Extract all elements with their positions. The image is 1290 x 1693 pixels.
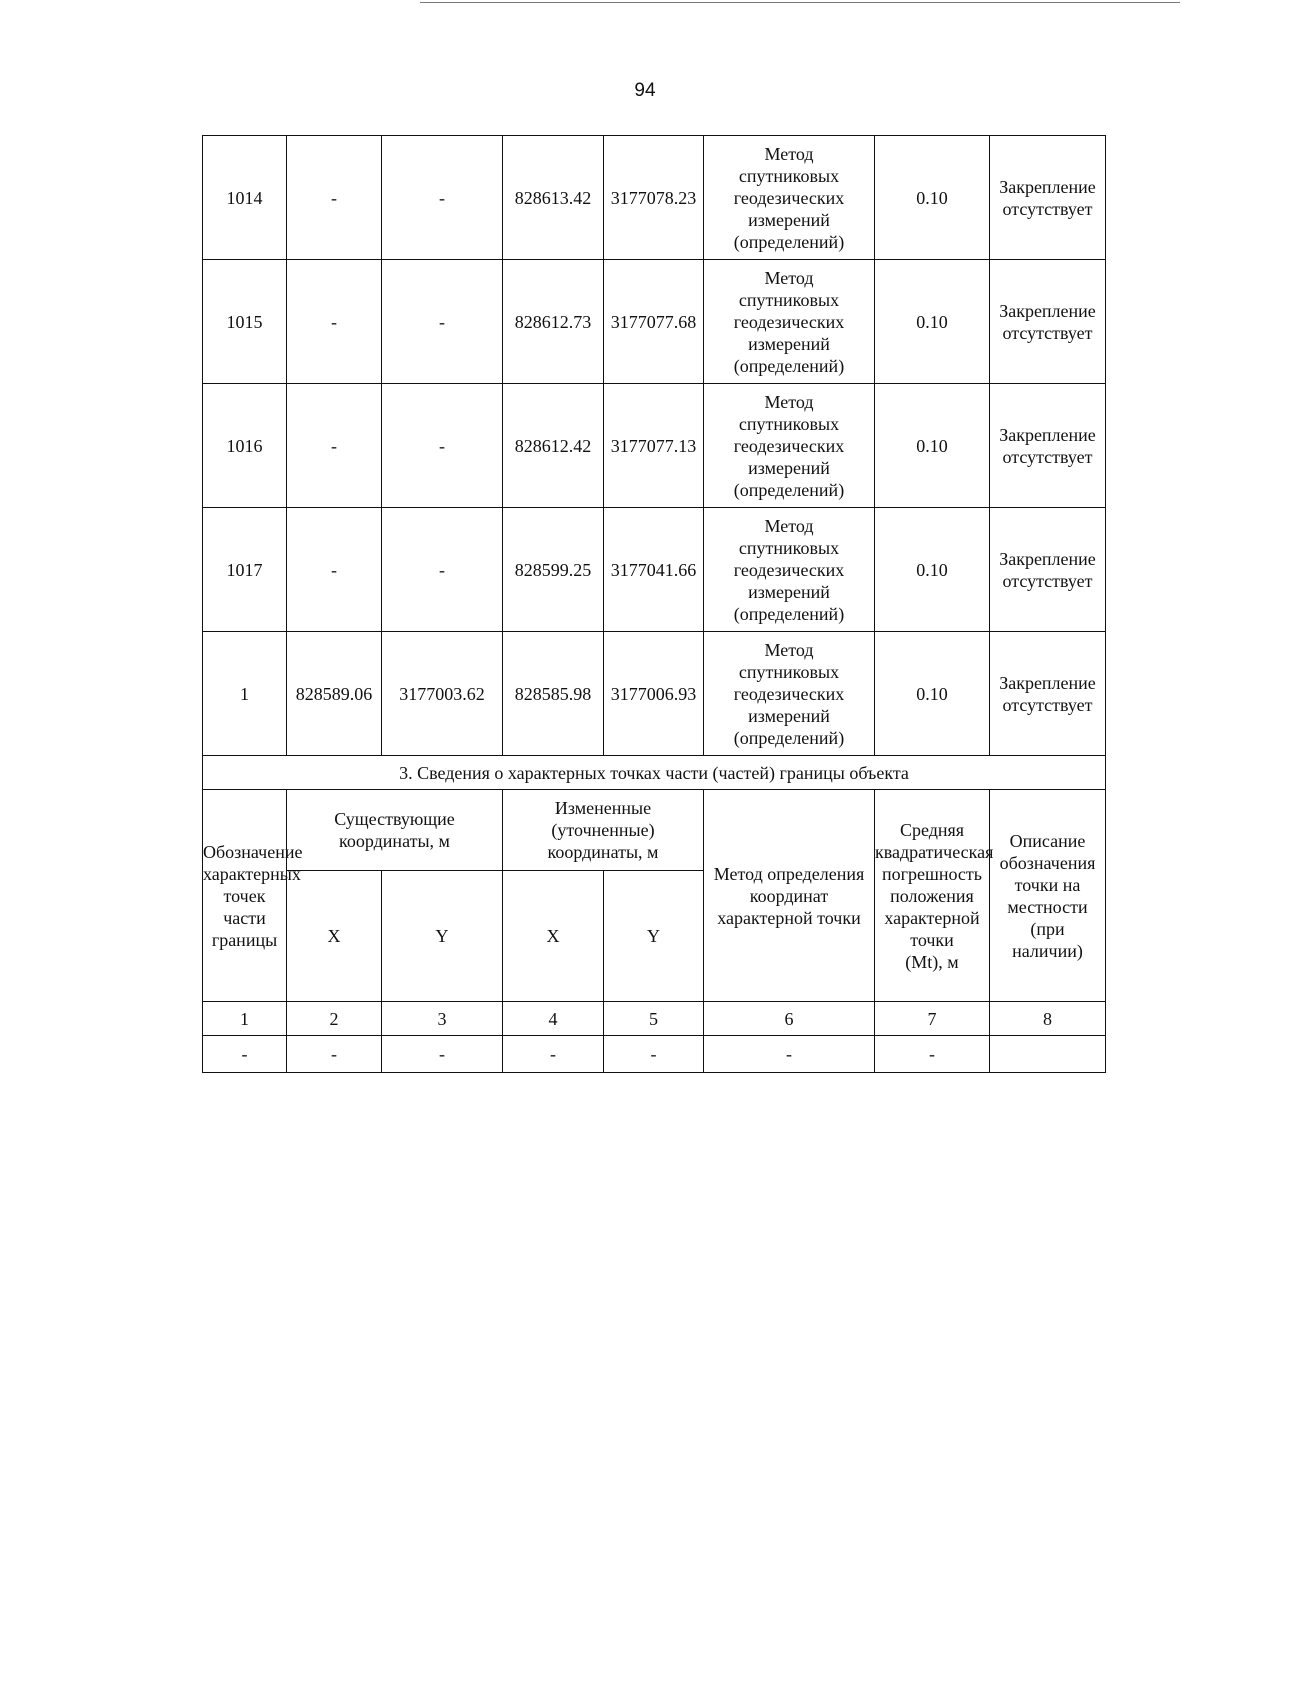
existing-x: -	[287, 260, 382, 384]
empty-cell: -	[503, 1036, 604, 1073]
method-cell: Метод спутниковых геодезических измерений (определений)	[704, 508, 875, 632]
top-rule	[420, 2, 1180, 3]
point-id: 1014	[203, 136, 287, 260]
column-numbers-row	[203, 1002, 1106, 1036]
fixing-cell: Закрепление отсутствует	[990, 136, 1106, 260]
mt-value: 0.10	[875, 632, 990, 756]
changed-x: 828613.42	[503, 136, 604, 260]
method-cell: Метод спутниковых геодезических измерений (определений)	[704, 632, 875, 756]
page-number: 94	[634, 80, 656, 101]
table-row	[203, 632, 1106, 756]
column-number: 1	[203, 1002, 287, 1036]
boundary-points-table	[202, 135, 1106, 1073]
fixing-cell: Закрепление отсутствует	[990, 632, 1106, 756]
empty-cell: -	[704, 1036, 875, 1073]
changed-y: 3177077.68	[604, 260, 704, 384]
method-cell: Метод спутниковых геодезических измерений (определений)	[704, 384, 875, 508]
table-row	[203, 384, 1106, 508]
changed-y: 3177041.66	[604, 508, 704, 632]
point-id: 1016	[203, 384, 287, 508]
changed-y: 3177006.93	[604, 632, 704, 756]
col-error-header: Средняя квадратическая погрешность положения характерной точки (Mt), м	[875, 790, 990, 1002]
mt-value: 0.10	[875, 136, 990, 260]
table-row	[203, 508, 1106, 632]
col-existing-header: Существующие координаты, м	[287, 790, 503, 871]
empty-cell: -	[604, 1036, 704, 1073]
mt-value: 0.10	[875, 384, 990, 508]
column-number: 7	[875, 1002, 990, 1036]
table-row	[203, 136, 1106, 260]
point-id: 1017	[203, 508, 287, 632]
empty-cell: -	[382, 1036, 503, 1073]
table-row	[203, 1036, 1106, 1073]
method-cell: Метод спутниковых геодезических измерений (определений)	[704, 260, 875, 384]
changed-y: 3177078.23	[604, 136, 704, 260]
existing-y: -	[382, 384, 503, 508]
changed-x-header: X	[503, 871, 604, 1002]
changed-x: 828599.25	[503, 508, 604, 632]
column-number: 6	[704, 1002, 875, 1036]
changed-x: 828585.98	[503, 632, 604, 756]
mt-value: 0.10	[875, 260, 990, 384]
method-cell: Метод спутниковых геодезических измерений (определений)	[704, 136, 875, 260]
fixing-cell: Закрепление отсутствует	[990, 508, 1106, 632]
existing-y: 3177003.62	[382, 632, 503, 756]
existing-x: -	[287, 384, 382, 508]
changed-x: 828612.42	[503, 384, 604, 508]
table-row	[203, 260, 1106, 384]
point-id: 1015	[203, 260, 287, 384]
section-title-row	[203, 756, 1106, 790]
column-number: 5	[604, 1002, 704, 1036]
existing-x-header: X	[287, 871, 382, 1002]
col-method-header: Метод определения координат характерной точки	[704, 790, 875, 1002]
empty-cell: -	[875, 1036, 990, 1073]
existing-y: -	[382, 260, 503, 384]
existing-x: -	[287, 136, 382, 260]
col-description-header: Описание обозначения точки на местности (при наличии)	[990, 790, 1106, 1002]
column-number: 2	[287, 1002, 382, 1036]
empty-cell: -	[287, 1036, 382, 1073]
fixing-cell: Закрепление отсутствует	[990, 384, 1106, 508]
column-number: 8	[990, 1002, 1106, 1036]
col-designation-header: Обозначение характерных точек части границы	[203, 790, 287, 1002]
existing-y: -	[382, 136, 503, 260]
existing-y-header: Y	[382, 871, 503, 1002]
empty-cell	[990, 1036, 1106, 1073]
point-id: 1	[203, 632, 287, 756]
header-row	[203, 790, 1106, 871]
changed-y: 3177077.13	[604, 384, 704, 508]
changed-x: 828612.73	[503, 260, 604, 384]
column-number: 4	[503, 1002, 604, 1036]
column-number: 3	[382, 1002, 503, 1036]
section-title: 3. Сведения о характерных точках части (частей) границы объекта	[203, 756, 1106, 790]
existing-x: -	[287, 508, 382, 632]
changed-y-header: Y	[604, 871, 704, 1002]
existing-y: -	[382, 508, 503, 632]
mt-value: 0.10	[875, 508, 990, 632]
fixing-cell: Закрепление отсутствует	[990, 260, 1106, 384]
existing-x: 828589.06	[287, 632, 382, 756]
empty-cell: -	[203, 1036, 287, 1073]
col-changed-header: Измененные (уточненные) координаты, м	[503, 790, 704, 871]
